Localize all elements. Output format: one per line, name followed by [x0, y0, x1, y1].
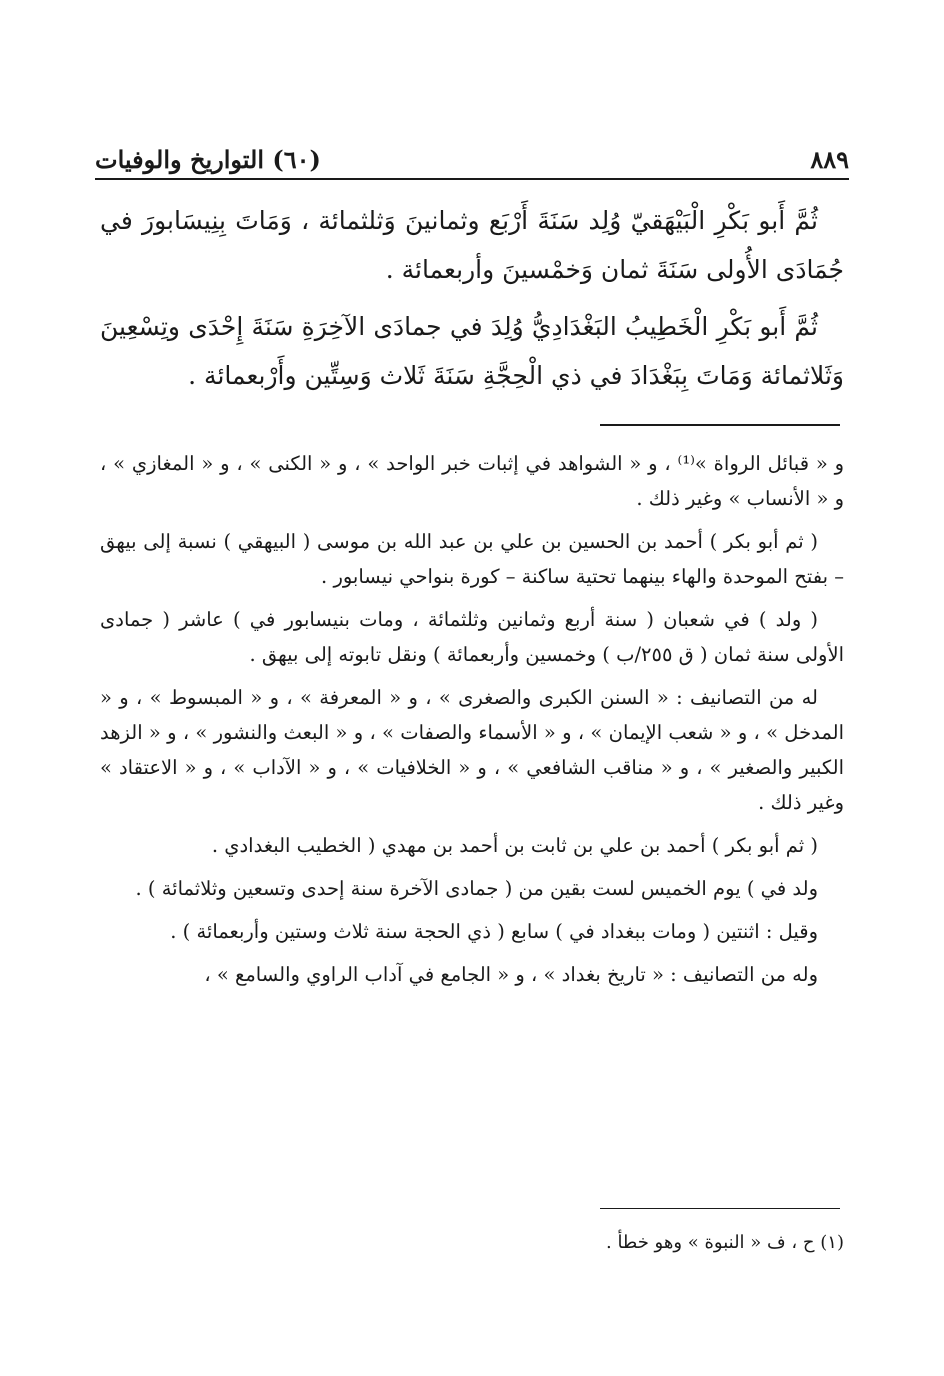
commentary-paragraph: ( ولد ) في شعبان ( سنة أربع وثمانين وثلثمائة ، ومات بنيسابور في ) عاشر ( جمادى الأولى سنة ثمان ( ق ٢٥٥/ب ) وخمسين وأربعمائة ) ونقل تابوته إلى بيهق . — [100, 608, 844, 666]
footnote-separator — [600, 1208, 840, 1209]
commentary-paragraph: و « قبائل الرواة »⁽¹⁾ ، و « الشواهد في إثبات خبر الواحد » ، و « الكنى » ، و « المغازي » ، و « الأنساب » وغير ذلك . — [100, 452, 844, 510]
header-rule — [95, 178, 849, 180]
commentary-text — [100, 446, 844, 1000]
commentary-paragraph: وله من التصانيف : « تاريخ بغداد » ، و « الجامع في آداب الراوي والسامع » ، — [204, 963, 818, 986]
verse-paragraph: ثُمَّ أَبو بَكْرِ الْبَيْهَقيّ وُلِد سَنَةَ أَرْبَع وثمانينَ وَثلثمائة ، وَمَاتَ بِنِيسَابورَ في جُمَادَى الأُولى سَنَةَ ثمان وَخمْسينَ وأربعمائة . — [100, 206, 844, 284]
commentary-paragraph: ولد في ) يوم الخميس لست بقين من ( جمادى الآخرة سنة إحدى وتسعين وثلاثمائة ) . — [135, 877, 818, 900]
commentary-paragraph: ( ثم أبو بكر ) أحمد بن الحسين بن علي بن عبد الله بن موسى ( البيهقي ) نسبة إلى بيهق – بفتح الموحدة والهاء بينهما تحتية ساكنة – كورة بنواحي نيسابور . — [100, 530, 844, 588]
commentary-paragraph: وقيل : اثنتين ( ومات ببغداد في ) سابع ( ذي الحجة سنة ثلاث وستين وأربعمائة ) . — [170, 920, 818, 943]
running-header — [95, 134, 849, 174]
verse-paragraph: ثُمَّ أَبو بَكْرِ الْخَطِيبُ البَغْدَادِيُّ وُلِدَ في جمادَى الآخِرَةِ سَنَةَ إِحْدَى وتِسْعِينَ وَثَلاثمائة وَمَاتَ بِبَغْدَادَ في ذي الْحِجَّةِ سَنَةَ ثَلاث وَسِتِّين وأَرْبعمائة . — [100, 312, 844, 390]
commentary-paragraph: له من التصانيف : « السنن الكبرى والصغرى » ، و « المعرفة » ، و « المبسوط » ، و « المدخل » ، و « شعب الإيمان » ، و « الأسماء والصفات » ، و « البعث والنشور » ، و « الزهد الكبير والصغير » ، و « مناقب الشافعي » ، و « الخلافيات » ، و « الآداب » ، و « الاعتقاد » وغير ذلك . — [100, 686, 844, 814]
section-separator — [600, 424, 840, 426]
page-number: ٨٨٩ — [810, 145, 849, 174]
footnote: (١) ح ، ف « النبوة » وهو خطأ . — [606, 1232, 844, 1253]
commentary-paragraph: ( ثم أبو بكر ) أحمد بن علي بن ثابت بن أحمد بن مهدي ( الخطيب البغدادي . — [211, 834, 818, 857]
chapter-title: (٦٠) التواريخ والوفيات — [95, 145, 321, 174]
main-verse-text — [100, 196, 844, 408]
